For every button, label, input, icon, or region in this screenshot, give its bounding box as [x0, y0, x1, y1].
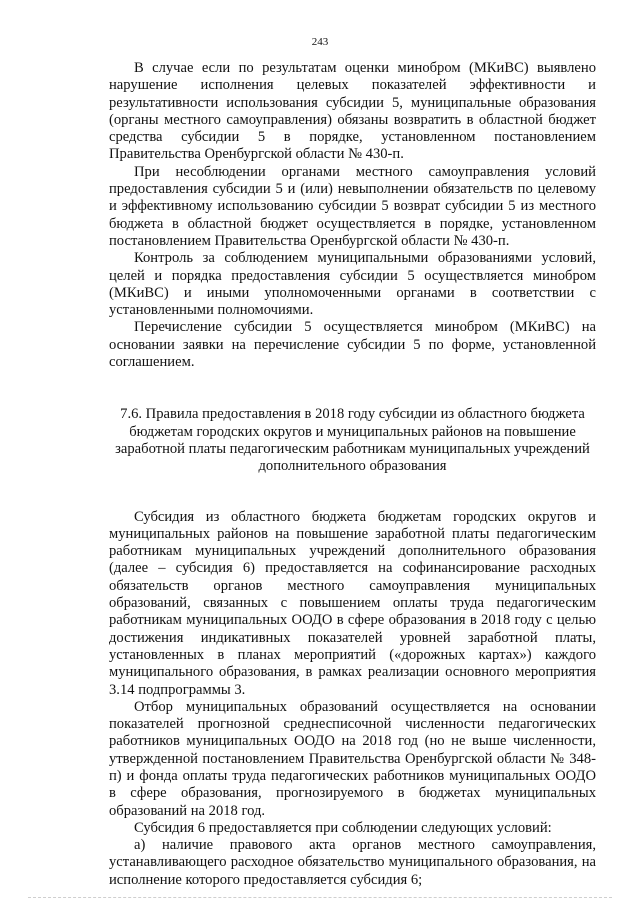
paragraph-subsidy-6-definition: Субсидия из областного бюджета бюджетам городских округов и муниципальных районов на повышение заработной платы педагогическим работникам муниципальных учреждений дополнительного образования (далее – субсидия 6) предоставляется на софинансирование расходных обязательств органов местного самоуправления муниципальных образований, связанных с повышением оплаты труда педагогическим работникам муниципальных ООДО в сфере образования в 2018 году с целью достижения индикативных показателей уровней заработной платы, установленных в планах мероприятий («дорожных картах») каждого муниципального образования, в рамках реализации основного мероприятия 3.14 подпрограммы 3. [109, 508, 596, 698]
paragraph-control: Контроль за соблюдением муниципальными образованиями условий, целей и порядка предоставления субсидии 5 осуществляется минобром (МКиВС) и иными уполномоченными органами в соответствии с установленными полномочиями. [109, 250, 596, 319]
paragraph-condition-a: а) наличие правового акта органов местного самоуправления, устанавливающего расходное обязательство муниципального образования, на исполнение которого предоставляется субсидия 6; [109, 837, 596, 888]
paragraph-refund-on-noncompliance: При несоблюдении органами местного самоуправления условий предоставления субсидии 5 и (или) невыполнении обязательств по целевому и эффективному использованию субсидии 5 возврат субсидии 5 из местного бюджета в областной бюджет осуществляется в порядке, установленном постановлением Правительства Оренбургской области № 430-п. [109, 163, 596, 249]
section-heading: 7.6. Правила предоставления в 2018 году субсидии из областного бюджета бюджетам городских округов и муниципальных районов на повышение заработной платы педагогическим работникам муниципальных учреждений дополнительного образования [115, 406, 590, 475]
document-body [109, 60, 596, 889]
scan-edge-divider [28, 897, 612, 900]
page-number: 243 [311, 36, 329, 48]
paragraph-conditions-intro: Субсидия 6 предоставляется при соблюдении следующих условий: [134, 819, 552, 836]
paragraph-refund-on-violation: В случае если по результатам оценки минобром (МКиВС) выявлено нарушение исполнения целевых показателей эффективности и результативности использования субсидии 5, муниципальные образования (органы местного самоуправления) обязаны возвратить в областной бюджет средства субсидии 5 в порядке, установленном постановлением Правительства Оренбургской области № 430-п. [109, 60, 596, 163]
paragraph-transfer: Перечисление субсидии 5 осуществляется минобром (МКиВС) на основании заявки на перечисление субсидии 5 по форме, установленной соглашением. [109, 319, 596, 371]
paragraph-selection: Отбор муниципальных образований осуществляется на основании показателей прогнозной среднесписочной численности педагогических работников муниципальных ООДО на 2018 год (но не выше численности, утвержденной постановлением Правительства Оренбургской области № 348-п) и фонда оплаты труда педагогических работников муниципальных ООДО в сфере образования, прогнозируемого в бюджетах муниципальных образований на 2018 год. [109, 698, 596, 819]
